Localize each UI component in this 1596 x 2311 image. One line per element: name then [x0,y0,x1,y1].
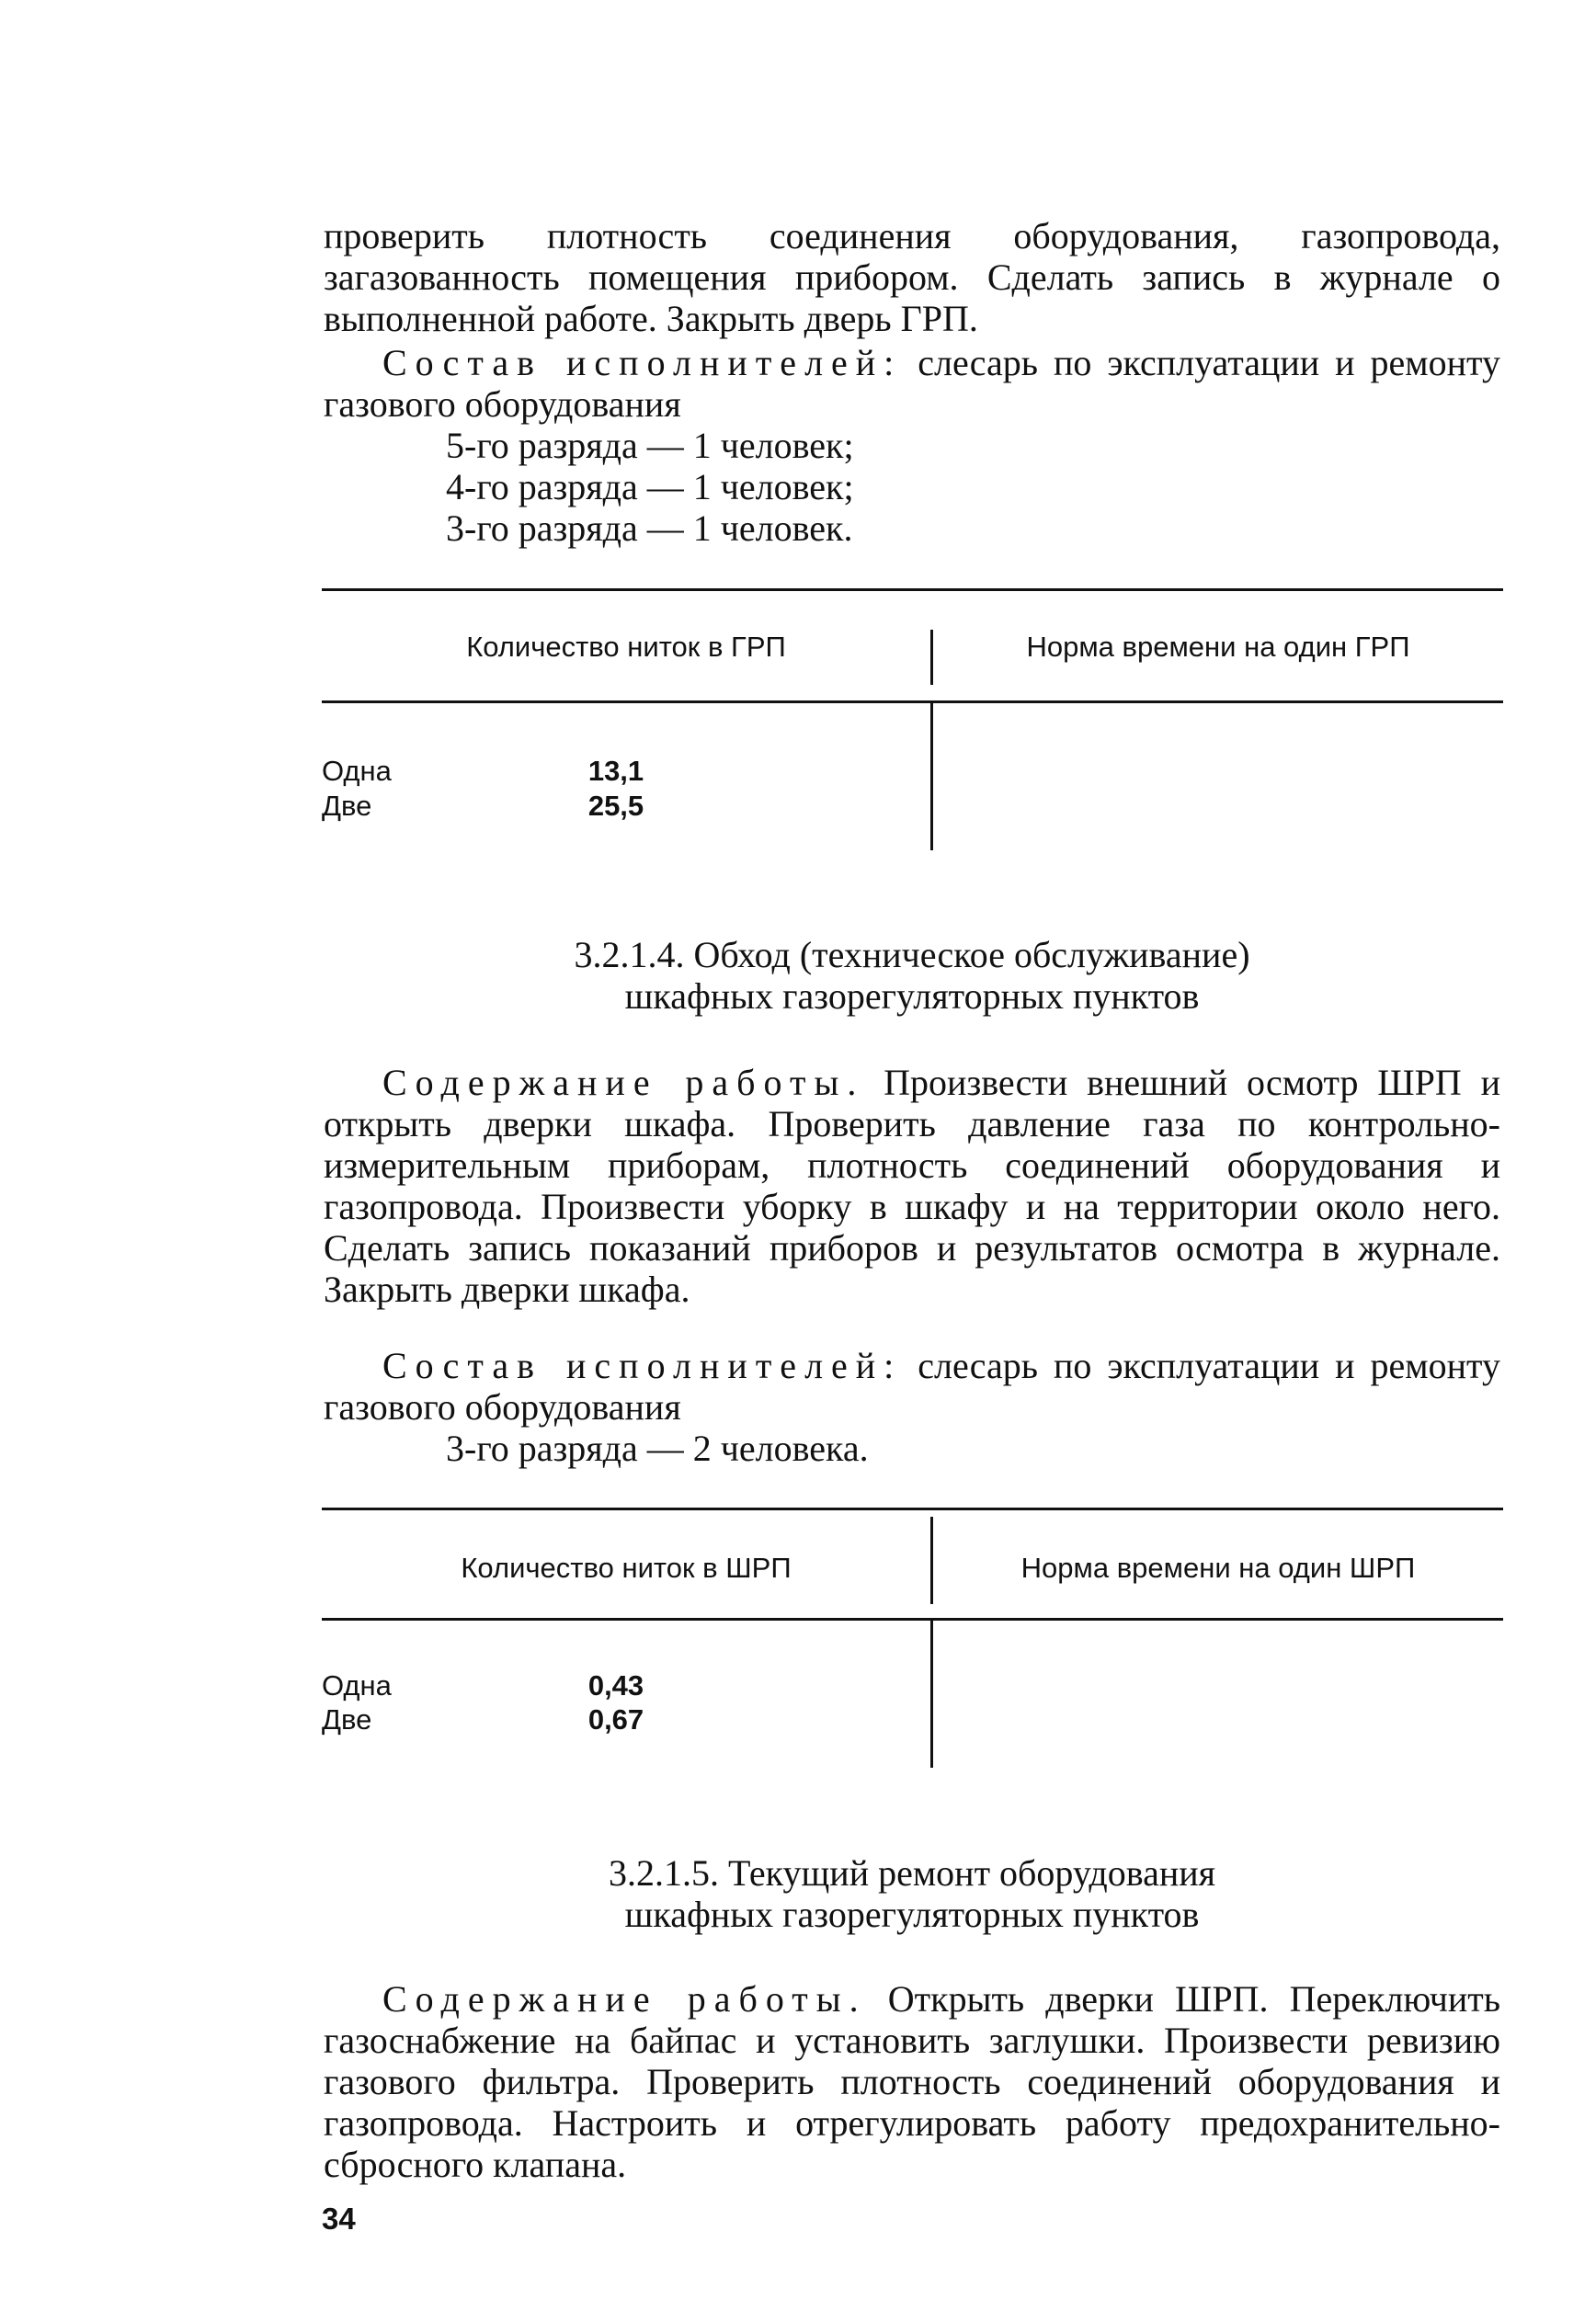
table-rule [322,700,1503,703]
table-divider [930,703,933,850]
content-label-3: Содержание работы. [382,1978,867,2020]
crew-text-1: слесарь по эксплуатации и ремонту газового оборудования [324,342,1500,425]
crew-list-2 [446,1428,869,1469]
table-rule [322,1508,1503,1510]
table2-row-label: Две [322,1703,372,1736]
table2-col1-header: Количество ниток в ШРП [461,1552,792,1584]
table2-row-value: 0,67 [587,1703,644,1736]
table1-col1-header: Количество ниток в ГРП [466,631,786,663]
crew-item: 4-го разряда — 1 человек; [446,466,854,507]
norm-table-1 [322,588,1503,864]
section-heading-3-2-1-4 [324,934,1500,1017]
content-label-2: Содержание работы. [382,1062,865,1103]
section-heading-3-2-1-5 [324,1852,1500,1935]
norm-table-2 [322,1508,1503,1783]
crew-paragraph-2 [324,1345,1500,1428]
table-rule [322,1618,1503,1621]
crew-text-2: слесарь по эксплуатации и ремонту газового оборудования [324,1345,1500,1428]
heading-line: 3.2.1.5. Текущий ремонт оборудования [608,1852,1216,1894]
heading-line: шкафных газорегуляторных пунктов [624,975,1200,1017]
table2-col2-header: Норма времени на один ШРП [1020,1552,1416,1584]
content-paragraph-3 [324,1978,1500,2185]
heading-line: 3.2.1.4. Обход (техническое обслуживание) [574,934,1250,975]
content-text-2: Произвести внешний осмотр ШРП и открыть дверки шкафа. Проверить давление газа по контрольно-измерительным приборам, плотность соединений оборудования и газопровода. Произвести уборку в шкафу и на территории около него. Сделать запись показаний приборов и результатов осмотра в журнале. Закрыть дверки шкафа. [324,1062,1500,1310]
crew-item: 3-го разряда — 2 человека. [446,1428,869,1469]
table1-row-label: Одна [322,755,392,787]
crew-paragraph-1 [324,342,1500,425]
table1-row-value: 25,5 [587,790,644,822]
crew-item: 3-го разряда — 1 человек. [446,507,853,549]
content-paragraph-2 [324,1062,1500,1310]
crew-list-1 [446,425,854,549]
table1-row-label: Две [322,790,372,822]
page-number: 34 [322,2202,356,2236]
intro-text: проверить плотность соединения оборудования, газопровода, загазованность помещения прибором. Сделать запись в журнале о выполненной работе. Закрыть дверь ГРП. [324,215,1500,339]
table-divider [930,1621,933,1768]
table1-row-value: 13,1 [587,755,644,787]
heading-line: шкафных газорегуляторных пунктов [624,1894,1200,1935]
table2-row-label: Одна [322,1669,392,1702]
content-text-3: Открыть дверки ШРП. Переключить газоснабжение на байпас и установить заглушки. Произвести ревизию газового фильтра. Проверить плотность соединений оборудования и газопровода. Настроить и отрегулировать работу предохранительно-сбросного клапана. [324,1978,1501,2185]
intro-paragraph [324,215,1500,339]
crew-item: 5-го разряда — 1 человек; [446,425,854,466]
table2-row-value: 0,43 [587,1669,644,1702]
crew-label-1: Состав исполнителей: [382,342,903,383]
table-rule [322,588,1503,591]
crew-label-2: Состав исполнителей: [382,1345,903,1386]
table1-col2-header: Норма времени на один ГРП [1026,631,1410,663]
